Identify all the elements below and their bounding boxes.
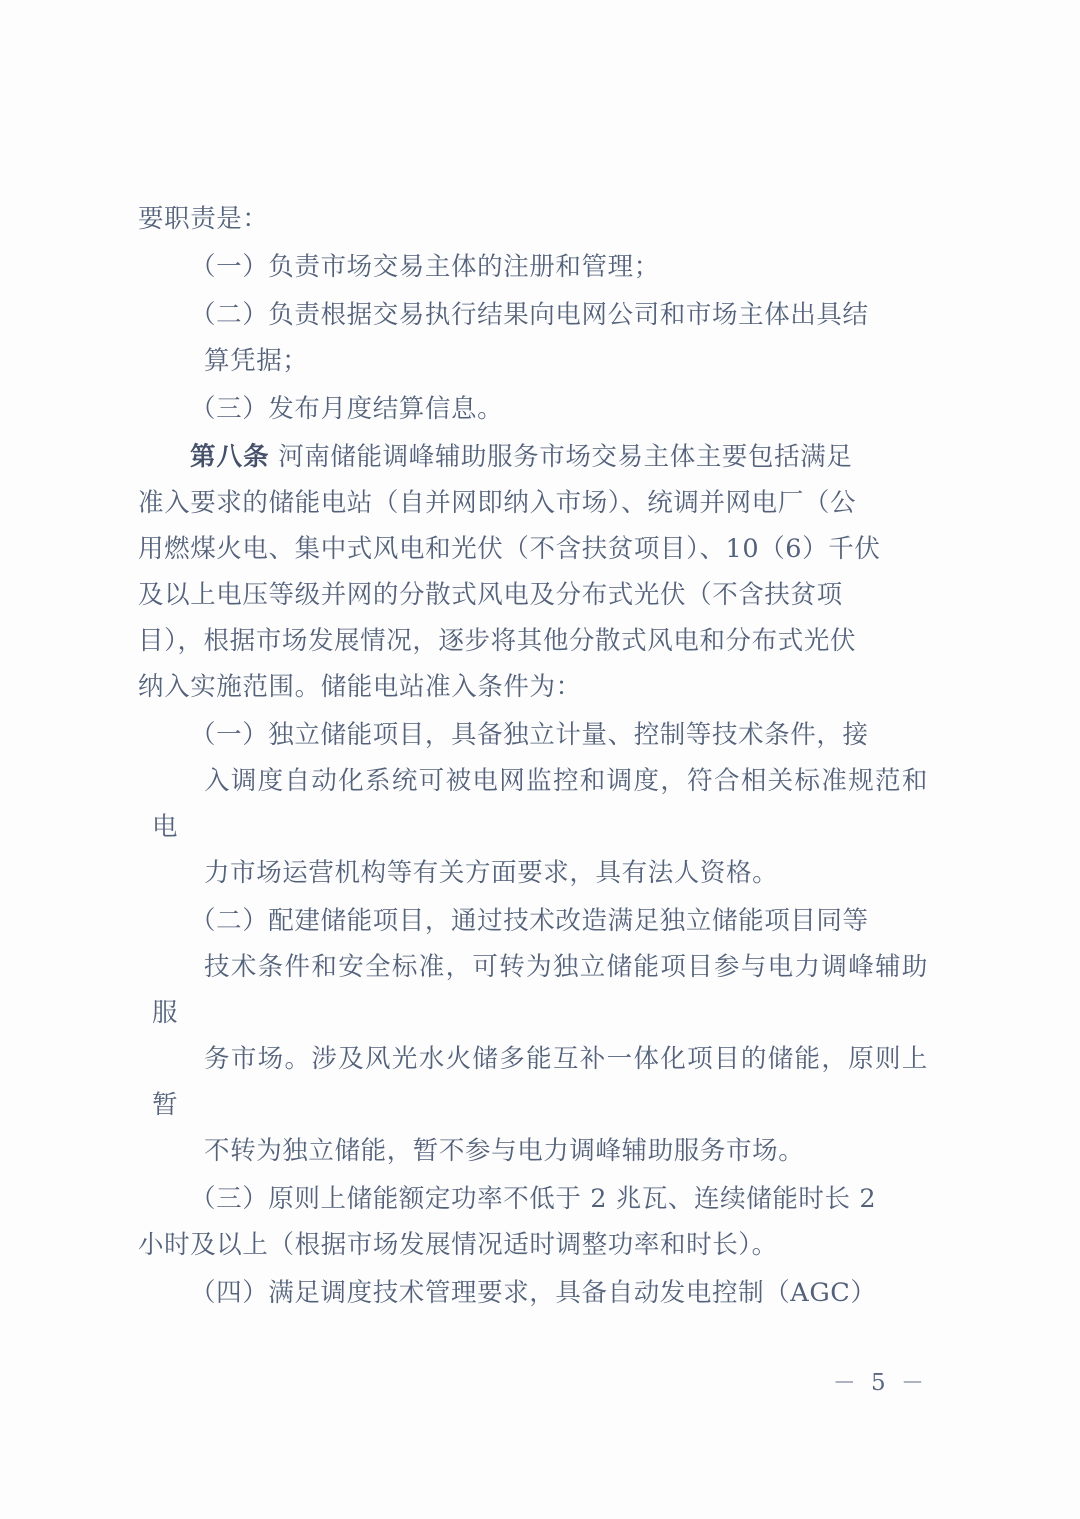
article-line: 目），根据市场发展情况，逐步将其他分散式风电和分布式光伏 [138, 626, 857, 656]
list-item-condition-1 [138, 712, 928, 896]
article-line: 用燃煤火电、集中式风电和光伏（不含扶贫项目）、10（6）千伏 [138, 534, 881, 564]
paragraph-line: 入调度自动化系统可被电网监控和调度，符合相关标准规范和电 [152, 766, 928, 842]
list-item-responsibility-1 [138, 244, 928, 290]
paragraph-line: （三）原则上储能额定功率不低于 2 兆瓦、连续储能时长 2 [190, 1184, 877, 1214]
paragraph-line: 小时及以上（根据市场发展情况适时调整功率和时长）。 [138, 1230, 778, 1260]
paragraph-line: 不转为独立储能，暂不参与电力调峰辅助服务市场。 [204, 1136, 805, 1166]
paragraph-text: （四）满足调度技术管理要求，具备自动发电控制（AGC） [190, 1278, 877, 1308]
article-eight [138, 434, 928, 710]
document-body [138, 196, 928, 1318]
paragraph-line: 技术条件和安全标准，可转为独立储能项目参与电力调峰辅助服 [152, 952, 928, 1028]
list-item-responsibility-2 [138, 292, 928, 384]
paragraph-continuation [138, 196, 928, 242]
article-label: 第八条 [190, 442, 270, 472]
list-item-responsibility-3 [138, 386, 928, 432]
paragraph-text: （一）负责市场交易主体的注册和管理； [190, 252, 660, 282]
page-number: － 5 － [832, 1370, 928, 1396]
paragraph-line: （一）独立储能项目，具备独立计量、控制等技术条件，接 [190, 720, 869, 750]
article-line: 河南储能调峰辅助服务市场交易主体主要包括满足 [278, 442, 853, 472]
list-item-condition-2 [138, 898, 928, 1174]
article-line: 准入要求的储能电站（自并网即纳入市场）、统调并网电厂（公 [138, 488, 857, 518]
paragraph-text: （三）发布月度结算信息。 [190, 394, 504, 424]
list-item-condition-4 [138, 1270, 928, 1316]
article-line: 及以上电压等级并网的分散式风电及分布式光伏（不含扶贫项 [138, 580, 843, 610]
paragraph-text: 要职责是： [138, 204, 269, 234]
paragraph-line: （二）负责根据交易执行结果向电网公司和市场主体出具结 [190, 300, 869, 330]
article-line: 纳入实施范围。储能电站准入条件为： [138, 672, 582, 702]
paragraph-line: （二）配建储能项目，通过技术改造满足独立储能项目同等 [190, 906, 869, 936]
paragraph-line: 力市场运营机构等有关方面要求，具有法人资格。 [204, 858, 779, 888]
list-item-condition-3 [138, 1176, 928, 1268]
paragraph-line: 务市场。涉及风光水火储多能互补一体化项目的储能，原则上暂 [152, 1044, 928, 1120]
paragraph-line: 算凭据； [204, 346, 309, 376]
